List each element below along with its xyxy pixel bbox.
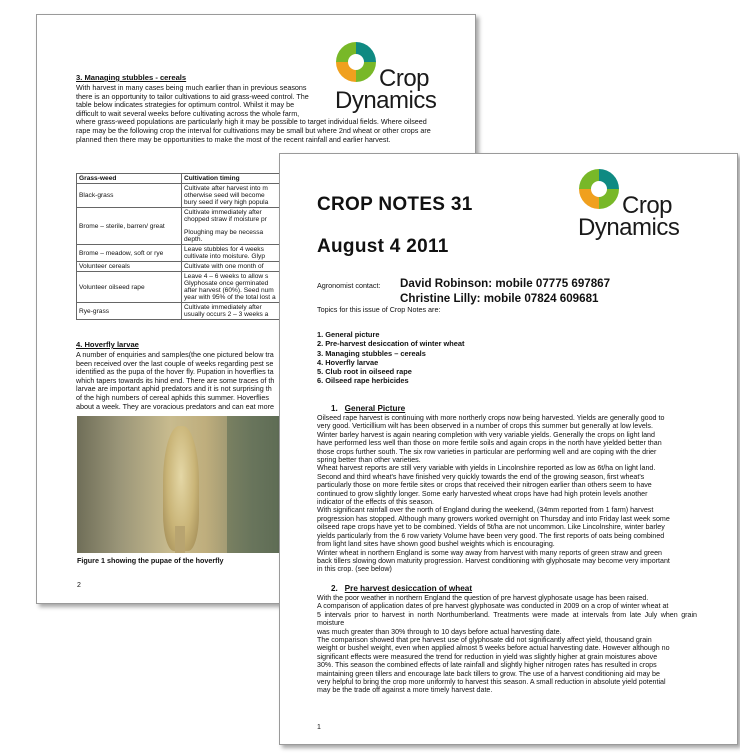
timing-line: otherwise seed will become [184, 192, 265, 199]
timing-line: year with 95% of the total lost a [184, 294, 276, 301]
newsletter-title: CROP NOTES 31 [317, 194, 473, 215]
body-line: Second and third wheat's have finished very quickly towards the end of the growing season, first wheat's [317, 472, 645, 481]
section3-line: table below indicates strategies for optimum control. Whilst it may be [76, 100, 295, 110]
body-line: in this crop. (see below) [317, 565, 392, 574]
section3-line: rape may be the following crop the interval for cultivations may be small but where 2nd wheat or other crops are [76, 125, 431, 135]
body-line: maintaining green tillers and encourage late back tillers to grow. The use of a harvest conditioning aid may be [317, 669, 660, 678]
section3-heading: 3. Managing stubbles - cereals [76, 73, 187, 82]
timing-line: Leave stubbles for 4 weeks [184, 246, 264, 253]
body-line: very helpful to bring the crop more uniformly to harvest this season. A small reduction in absolute yield potential [317, 678, 666, 687]
body-line: weight or bushel weight, even when applied almost 5 weeks before actual harvesting date. However although no [317, 644, 670, 653]
section4-line: been received over the last couple of weeks regarding pest se [76, 358, 274, 368]
body-line: Oilseed rape harvest is continuing with more northerly crops now being harvested. Yields are generally good to [317, 414, 665, 422]
figure-caption: Figure 1 showing the pupae of the hoverfly [77, 556, 224, 565]
logo-word-dynamics: Dynamics [578, 214, 680, 241]
section-title: Pre harvest desiccation of wheat [344, 584, 473, 593]
section1-heading [331, 404, 405, 413]
body-line: particularly those on more fertile sites or crops that received their nitrogen earlier than others seem to have [317, 481, 652, 490]
section3-line: With harvest in many cases being much earlier than in previous seasons [76, 83, 307, 92]
section3-line: difficult to wait several weeks before cultivating across the whole farm, [76, 108, 300, 118]
timing-line: Cultivate immediately after [184, 304, 262, 311]
body-line: significant effects were measured the trend for reduction in yield was slightly higher at grain moistures above [317, 652, 658, 661]
table-cell-weed: Volunteer oilseed rape [77, 272, 182, 303]
body-line: from light land sites have shown good bushel weights which is encouraging. [317, 540, 555, 549]
section2-heading [331, 584, 472, 593]
section4-line: about a week. They are voracious predators and can eat more [76, 401, 275, 411]
crop-dynamics-logo-mark [576, 166, 622, 212]
timing-line: Cultivate with one month of [184, 263, 264, 270]
timing-line: usually occurs 2 – 3 weeks a [184, 311, 269, 318]
timing-line: bury seed if very high popula [184, 199, 269, 206]
table-cell-weed: Black-grass [77, 184, 182, 208]
contact-label: Agronomist contact: [317, 281, 381, 290]
table-cell-weed: Volunteer cereals [77, 262, 182, 272]
timing-line: Leave 4 – 6 weeks to allow s [184, 273, 269, 280]
table-header-cell: Cultivation timing [182, 174, 438, 184]
section2-body [317, 594, 697, 695]
timing-line: Cultivate after harvest into m [184, 185, 268, 192]
crop-dynamics-logo [576, 166, 716, 241]
crop-dynamics-logo-mark [333, 39, 379, 85]
section3-line: where grass-weed populations are particularly high it may be possible to target individual fields. Where oilseed [76, 117, 427, 127]
list-item: 3. Managing stubbles – cereals [317, 348, 426, 358]
section4-line: identified as the pupa of the hover fly. Pupation in hoverflies ta [76, 367, 274, 377]
body-line: continued to grow slightly longer. Some early harvested wheat crops have had high protein levels another [317, 489, 648, 498]
contact-line: Christine Lilly: mobile 07824 609681 [400, 292, 599, 305]
section4-line: larvae are important aphid predators and it is not surprising th [76, 384, 272, 394]
body-line: those crops further south. The six row varieties in particular are performing well and are coping with the drier [317, 447, 657, 456]
logo-word-crop: Crop [622, 192, 673, 219]
body-line: With the poor weather in northern England the question of pre harvest glyphosate usage has been raised. [317, 594, 649, 602]
hoverfly-pupa-photo [77, 416, 310, 553]
body-line: have performed less well than those on more fertile soils and again crops in the north have yielded better than [317, 439, 662, 448]
timing-line: chopped straw if moisture pr [184, 216, 267, 223]
section-title: General Picture [344, 404, 406, 413]
table-header-cell: Grass-weed [77, 174, 182, 184]
section3-line: planned then there may be opportunities to make the most of the recent rainfall and earlier harvest. [76, 134, 391, 144]
body-line: back tillers slowing down maturity progression. Harvest conditioning with glyphosate may become very important [317, 556, 670, 565]
section-number: 1. [331, 404, 338, 413]
body-line: A comparison of application dates of pre harvest glyphosate was conducted in 2009 on a crop of winter wheat at [317, 602, 669, 611]
section4-line: of the high numbers of cereal aphids this summer. Hoverflies [76, 392, 269, 402]
table-cell-weed: Brome – sterile, barren/ great [77, 208, 182, 245]
topics-intro: Topics for this issue of Crop Notes are: [317, 305, 441, 314]
timing-line: depth. [184, 236, 203, 243]
section4-line: which tapers towards its hind end. There are some traces of th [76, 375, 275, 385]
body-line: was much greater than 30% through to 10 days before actual harvesting date. [317, 627, 562, 636]
page-number: 2 [77, 582, 81, 589]
body-line: may be the trade off against a more timely harvest date. [317, 686, 493, 695]
timing-line: Ploughing may be necessa [184, 229, 264, 236]
list-item: 5. Club root in oilseed rape [317, 367, 412, 377]
body-line: very good. Verticillium wilt has been observed in a number of crops this summer but generally at low levels. [317, 422, 653, 431]
body-line: The comparison showed that pre harvest use of glyphosate did not significantly affect yield, thousand grain [317, 636, 652, 645]
contact-line: David Robinson: mobile 07775 697867 [400, 277, 611, 290]
table-cell-weed: Rye-grass [77, 303, 182, 320]
section4-line: A number of enquiries and samples(the one pictured below tra [76, 350, 274, 359]
page-number: 1 [317, 724, 321, 731]
timing-line: Glyphosate once germinated [184, 280, 269, 287]
section-number: 2. [331, 584, 338, 593]
newsletter-date: August 4 2011 [317, 236, 449, 257]
timing-line: Cultivate immediately after [184, 209, 262, 216]
body-line: spring better than other varieties. [317, 456, 421, 465]
table-cell-weed: Brome – meadow, soft or rye [77, 245, 182, 262]
timing-line: after harvest (60%). Seed num [184, 287, 274, 294]
topics-list [317, 330, 464, 386]
front-page [279, 153, 738, 745]
wheat-stem [175, 526, 185, 553]
body-line: Winter wheat in northern England is some way away from harvest with many reports of green straw and green [317, 548, 662, 557]
section3-body [76, 84, 471, 144]
body-line: yields particularly from the 6 row variety Volume have been very good. The first reports of oats being combined [317, 531, 665, 540]
section4-body [76, 351, 276, 411]
body-line: 30%. This season the combined effects of late rainfall and slightly higher nitrogen rates has resulted in crops [317, 661, 657, 670]
section4-heading: 4. Hoverfly larvae [76, 340, 139, 349]
body-line: With significant rainfall over the north of England during the weekend, (34mm reported from 1 farm) harvest [317, 506, 654, 515]
timing-line: cultivate into moisture. Glyp [184, 253, 265, 260]
body-line: indicator of the effects of this season. [317, 498, 434, 507]
list-item: 1. General picture [317, 330, 380, 339]
body-line: Winter barley harvest is again nearing completion with very variable yields. Generally the crops on light land [317, 430, 655, 439]
section1-body [317, 414, 697, 574]
logo-word-dynamics: Dynamics [335, 87, 437, 114]
body-line: oilseed rape crops have yet to be combined. Yields of 5t/ha are not uncommon. Like Lincolnshire, winter barley [317, 523, 665, 532]
list-item: 4. Hoverfly larvae [317, 357, 379, 367]
list-item: 2. Pre-harvest desiccation of winter wheat [317, 339, 465, 349]
body-line: Wheat harvest reports are still very variable with yields in Lincolnshire reported as low as 6t/ha on light land. [317, 464, 656, 473]
body-line: progression has stopped. Although many growers worked overnight on Thursday and into Friday last week some [317, 514, 670, 523]
body-line: 5 intervals prior to harvest in north Northumberland. Treatments were made at intervals from late July when grain moisture [317, 610, 697, 628]
logo-word-crop: Crop [379, 65, 430, 92]
section3-line: there is an opportunity to tailor cultivations to aid grass-weed control. The [76, 91, 309, 101]
list-item: 6. Oilseed rape herbicides [317, 376, 409, 386]
